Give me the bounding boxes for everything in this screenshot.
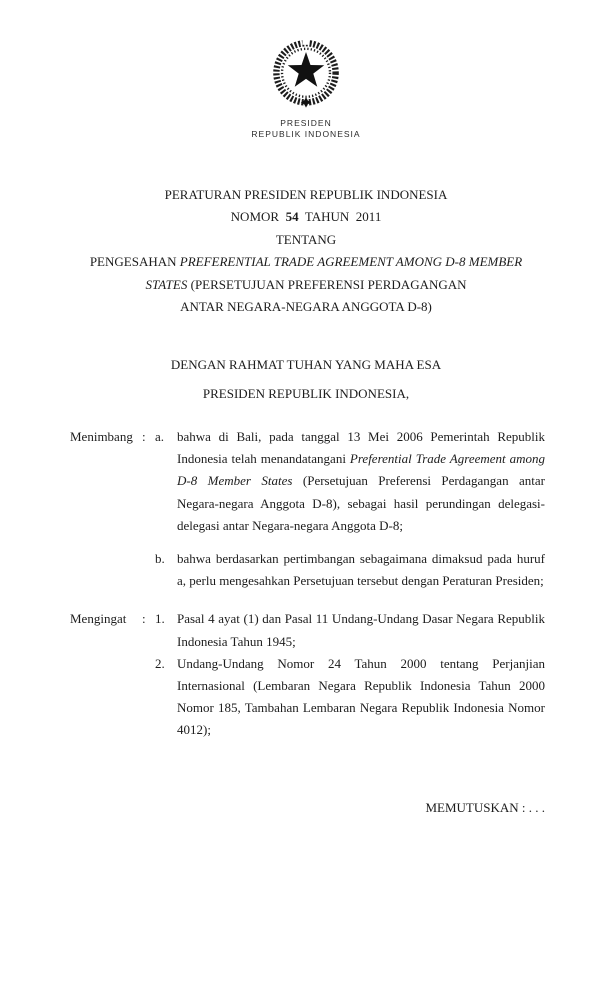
letterhead-caption-line1: PRESIDEN [280, 118, 332, 128]
considerations [70, 426, 545, 742]
menimbang-label: Menimbang [70, 429, 133, 444]
item-marker-a: a. [155, 429, 165, 444]
text-run: TAHUN 2011 [298, 209, 382, 225]
treaty-name-run: STATES [145, 276, 188, 292]
memutuskan-line: MEMUTUSKAN : . . . [425, 800, 545, 815]
subject-line-2 [0, 274, 612, 296]
item-marker-2: 2. [155, 655, 165, 671]
regulation-number: 54 [285, 209, 299, 225]
presidential-seal-icon [266, 36, 346, 112]
regulation-number-line [0, 206, 612, 228]
text-run: NOMOR [230, 209, 286, 225]
letterhead-caption [0, 118, 612, 140]
menimbang-item-a-text [177, 426, 545, 537]
preamble-line-2: PRESIDEN REPUBLIK INDONESIA, [202, 386, 410, 401]
letterhead-caption-line2: REPUBLIK INDONESIA [251, 129, 361, 139]
item-marker-1: 1. [155, 611, 165, 627]
letterhead [0, 36, 612, 140]
menimbang-row-a [70, 426, 545, 537]
mengingat-row-1 [70, 608, 545, 652]
text-run: (Persetujuan Preferensi Perdagangan antar Negara-negara Anggota D-8), sebagai hasil perundingan delegasi-delegasi antar Negara-negara Anggota D-8; [177, 473, 545, 533]
mengingat-row-2 [70, 653, 545, 742]
text-run: Pasal 4 ayat (1) dan Pasal 11 Undang-Undang Dasar Negara Republik Indonesia Tahun 1945; [177, 611, 545, 649]
colon: : [142, 611, 146, 627]
subject-line-3: ANTAR NEGARA-NEGARA ANGGOTA D-8) [180, 299, 432, 315]
regulation-title-line: PERATURAN PRESIDEN REPUBLIK INDONESIA [164, 187, 448, 202]
menimbang-row-b [70, 548, 545, 592]
title-block [0, 184, 612, 318]
treaty-name-run: Preferential Trade Agreement among D-8 Member States [177, 451, 545, 489]
treaty-name-run: PREFERENTIAL TRADE AGREEMENT AMONG D-8 MEMBER [179, 254, 523, 270]
colon: : [142, 429, 146, 444]
text-run: PENGESAHAN [89, 254, 180, 270]
mengingat-label: Mengingat [70, 611, 127, 627]
text-run: Undang-Undang Nomor 24 Tahun 2000 tentang Perjanjian Internasional (Lembaran Negara Republik Indonesia Tahun 2000 Nomor 185, Tambahan Lembaran Negara Republik Indonesia Nomor 4012); [177, 655, 545, 738]
text-run: (PERSETUJUAN PREFERENSI PERDAGANGAN [187, 276, 467, 292]
mengingat-item-1-text [177, 608, 545, 652]
tentang-line: TENTANG [275, 231, 337, 247]
text-run: bahwa berdasarkan pertimbangan sebagaimana dimaksud pada huruf a, perlu mengesahkan Persetujuan tersebut dengan Peraturan Presiden; [177, 551, 545, 589]
mengingat-item-2-text [177, 653, 545, 742]
preamble [0, 350, 612, 408]
item-marker-b: b. [155, 551, 165, 567]
text-run: bahwa di Bali, pada tanggal 13 Mei 2006 Pemerintah Republik Indonesia telah menandatangani [177, 429, 545, 467]
preamble-line-1: DENGAN RAHMAT TUHAN YANG MAHA ESA [170, 357, 442, 372]
subject-line-1 [0, 251, 612, 273]
menimbang-item-b-text [177, 548, 545, 592]
